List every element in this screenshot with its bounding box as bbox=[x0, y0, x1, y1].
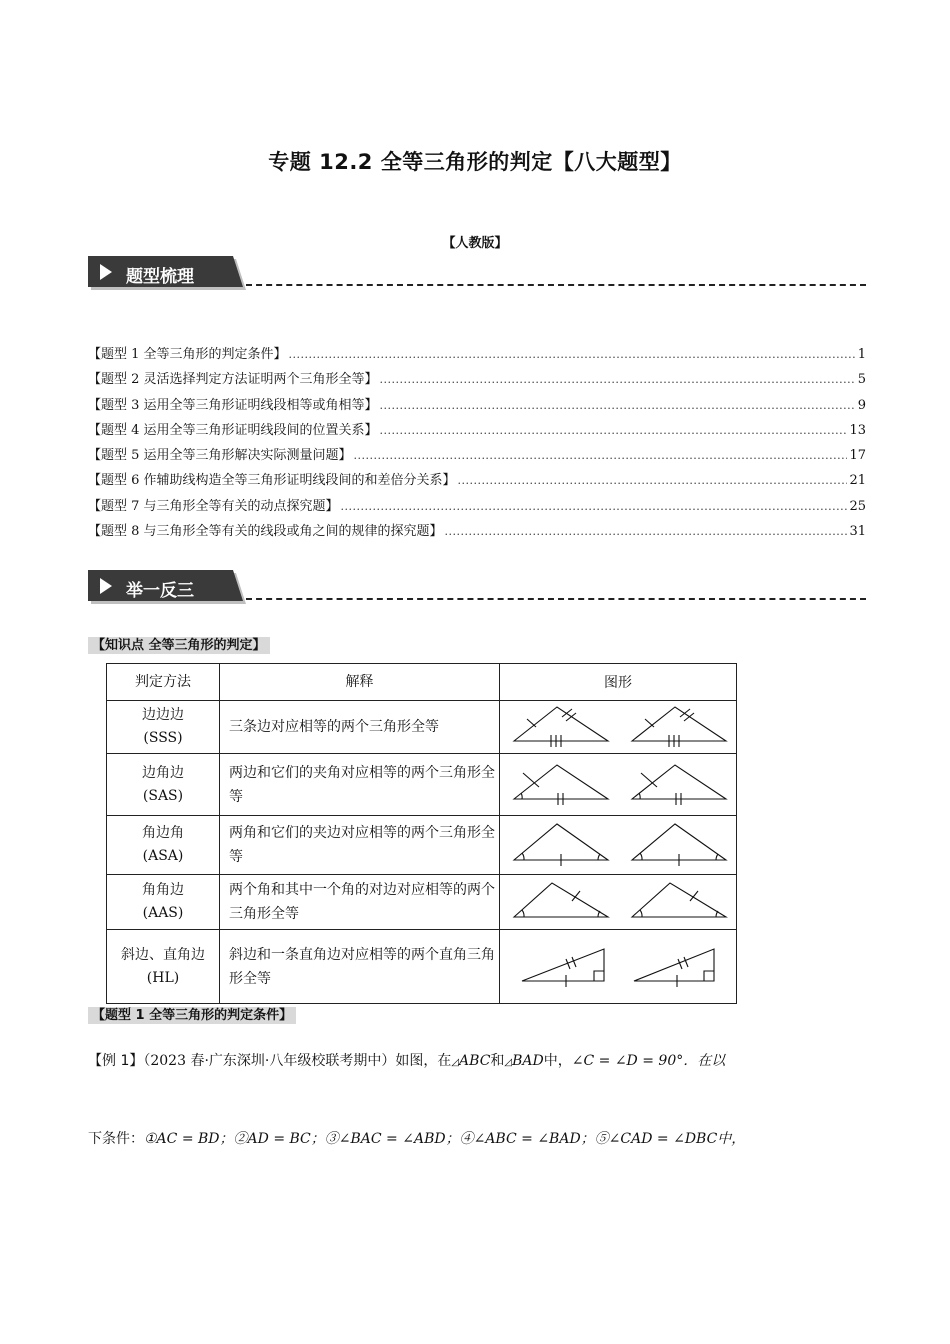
method-abbr: (SSS) bbox=[143, 730, 183, 746]
header-explain: 解释 bbox=[220, 664, 500, 701]
method-name: 斜边、直角边 bbox=[121, 946, 205, 963]
angle-condition: ∠C = ∠D = 90°．在以 bbox=[571, 1053, 726, 1069]
condition-item: ④∠ABC = ∠BAD； bbox=[459, 1131, 595, 1147]
method-abbr: (SAS) bbox=[142, 787, 184, 804]
method-cell bbox=[107, 754, 220, 816]
example-text: 如图，在 bbox=[395, 1053, 452, 1069]
triangle-symbol-icon: ◿ bbox=[504, 1057, 513, 1068]
toc-item-page: 25 bbox=[849, 498, 866, 514]
play-triangle-icon bbox=[100, 264, 112, 280]
figure-cell bbox=[500, 754, 737, 816]
header-figure: 图形 bbox=[500, 664, 737, 701]
table-row bbox=[107, 875, 737, 930]
example-1-line-2 bbox=[88, 1128, 868, 1150]
header-method: 判定方法 bbox=[107, 664, 220, 701]
toc-item[interactable] bbox=[88, 520, 866, 545]
example-source: （2023 春·广东深圳·八年级校联考期中） bbox=[143, 1053, 396, 1069]
banner-title: 题型梳理 bbox=[126, 267, 194, 287]
hl-triangles-figure bbox=[500, 935, 736, 995]
toc-item-label: 【题型 4 运用全等三角形证明线段间的位置关系】 bbox=[88, 422, 378, 438]
toc-leader-dots bbox=[380, 424, 848, 437]
toc-item-page: 17 bbox=[849, 448, 866, 464]
toc-item-page: 21 bbox=[849, 473, 866, 489]
toc-item-label: 【题型 7 与三角形全等有关的动点探究题】 bbox=[88, 498, 339, 514]
explain-cell: 斜边和一条直角边对应相等的两个直角三角形全等 bbox=[220, 930, 500, 1004]
type1-label: 【题型 1 全等三角形的判定条件】 bbox=[88, 1007, 296, 1024]
toc-leader-dots bbox=[341, 500, 848, 513]
condition-item: ②AD = BC； bbox=[233, 1131, 325, 1147]
toc-item-page: 13 bbox=[849, 422, 866, 438]
banner-title: 举一反三 bbox=[126, 581, 194, 601]
example-and: 和 bbox=[490, 1053, 505, 1069]
table-row bbox=[107, 930, 737, 1004]
method-name: 角边角 bbox=[142, 825, 184, 841]
sss-triangles-figure bbox=[500, 701, 736, 749]
condition-item: ⑤∠CAD = ∠DBC中， bbox=[594, 1131, 746, 1147]
aas-triangles-figure bbox=[500, 875, 736, 925]
method-cell bbox=[107, 875, 220, 930]
condition-item: ①AC = BD； bbox=[144, 1131, 234, 1147]
toc-item[interactable] bbox=[88, 469, 866, 494]
toc-leader-dots bbox=[354, 449, 848, 462]
example-text: 中， bbox=[543, 1053, 572, 1069]
dash-dot-divider bbox=[246, 284, 866, 286]
dash-dot-divider bbox=[246, 598, 866, 600]
knowledge-point-label: 【知识点 全等三角形的判定】 bbox=[88, 637, 270, 654]
toc-item[interactable] bbox=[88, 419, 866, 444]
toc-leader-dots bbox=[458, 474, 848, 487]
method-abbr: (AAS) bbox=[142, 905, 184, 921]
sas-triangles-figure bbox=[500, 755, 736, 811]
knowledge-point-tag bbox=[88, 634, 270, 653]
toc-item[interactable] bbox=[88, 495, 866, 520]
toc-leader-dots bbox=[445, 525, 848, 538]
table-of-contents bbox=[88, 343, 866, 545]
table-row bbox=[107, 754, 737, 816]
toc-item[interactable] bbox=[88, 368, 866, 393]
toc-leader-dots bbox=[380, 399, 856, 412]
page-title: 专题 12.2 全等三角形的判定【八大题型】 bbox=[268, 150, 682, 174]
triangle-abc: ABC bbox=[459, 1053, 491, 1069]
toc-section-banner bbox=[88, 256, 868, 292]
method-cell bbox=[107, 701, 220, 754]
figure-cell bbox=[500, 875, 737, 930]
method-abbr: (HL) bbox=[146, 969, 180, 986]
triangle-bad: BAD bbox=[512, 1053, 544, 1069]
explain-cell: 两角和它们的夹边对应相等的两个三角形全等 bbox=[220, 816, 500, 875]
figure-cell bbox=[500, 930, 737, 1004]
method-abbr: (ASA) bbox=[142, 848, 184, 864]
conditions-prefix: 下条件： bbox=[88, 1131, 144, 1147]
toc-item[interactable] bbox=[88, 343, 866, 368]
example-label: 【例 1】 bbox=[88, 1053, 144, 1069]
congruence-criteria-table bbox=[106, 663, 737, 1004]
examples-section-banner bbox=[88, 570, 868, 606]
toc-item-page: 1 bbox=[857, 347, 866, 362]
toc-item-label: 【题型 8 与三角形全等有关的线段或角之间的规律的探究题】 bbox=[88, 524, 443, 540]
toc-item[interactable] bbox=[88, 444, 866, 469]
toc-leader-dots bbox=[380, 373, 856, 386]
toc-leader-dots bbox=[289, 348, 856, 361]
toc-item[interactable] bbox=[88, 394, 866, 419]
toc-item-label: 【题型 6 作辅助线构造全等三角形证明线段间的和差倍分关系】 bbox=[88, 473, 456, 489]
toc-item-page: 31 bbox=[849, 524, 866, 540]
toc-item-label: 【题型 1 全等三角形的判定条件】 bbox=[88, 347, 287, 362]
toc-item-page: 9 bbox=[857, 397, 866, 413]
toc-item-label: 【题型 2 灵活选择判定方法证明两个三角形全等】 bbox=[88, 372, 378, 388]
table-header-row bbox=[107, 664, 737, 701]
method-name: 角角边 bbox=[142, 882, 184, 898]
figure-cell bbox=[500, 701, 737, 754]
triangle-symbol-icon: ◿ bbox=[451, 1057, 460, 1068]
toc-item-page: 5 bbox=[857, 372, 866, 388]
explain-cell: 两个角和其中一个角的对边对应相等的两个三角形全等 bbox=[220, 875, 500, 930]
play-triangle-icon bbox=[100, 578, 112, 594]
method-cell bbox=[107, 930, 220, 1004]
toc-item-label: 【题型 5 运用全等三角形解决实际测量问题】 bbox=[88, 448, 352, 464]
example-1-line-1 bbox=[88, 1050, 868, 1074]
explain-cell: 三条边对应相等的两个三角形全等 bbox=[220, 701, 500, 754]
type1-tag bbox=[88, 1004, 296, 1023]
method-name: 边边边 bbox=[142, 707, 184, 723]
explain-cell: 两边和它们的夹角对应相等的两个三角形全等 bbox=[220, 754, 500, 816]
method-name: 边角边 bbox=[142, 764, 184, 781]
table-row bbox=[107, 816, 737, 875]
edition-label: 【人教版】 bbox=[442, 236, 508, 251]
table-row bbox=[107, 701, 737, 754]
method-cell bbox=[107, 816, 220, 875]
toc-item-label: 【题型 3 运用全等三角形证明线段相等或角相等】 bbox=[88, 397, 378, 413]
condition-item: ③∠BAC = ∠ABD； bbox=[324, 1131, 460, 1147]
figure-cell bbox=[500, 816, 737, 875]
asa-triangles-figure bbox=[500, 816, 736, 870]
